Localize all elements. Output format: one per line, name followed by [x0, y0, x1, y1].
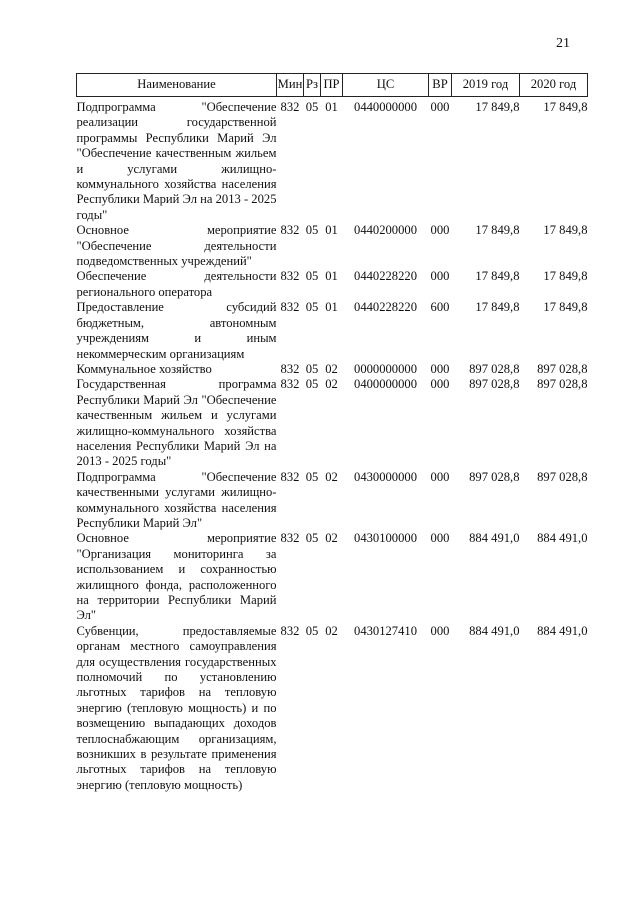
- row-min: 832: [280, 100, 300, 114]
- row-cs: 0000000000: [354, 361, 417, 376]
- row-vr: 000: [430, 377, 450, 392]
- row-rz: 05: [305, 377, 319, 392]
- row-vr: 000: [430, 531, 450, 546]
- row-min: 832: [280, 623, 300, 638]
- row-2019: 897 028,8: [469, 469, 520, 484]
- row-rz: 05: [305, 100, 319, 114]
- row-2019: 897 028,8: [469, 377, 520, 392]
- row-vr: 600: [430, 300, 450, 315]
- row-min: 832: [280, 377, 300, 392]
- row-min: 832: [280, 531, 300, 546]
- row-2020: 884 491,0: [537, 623, 588, 638]
- row-pr: 02: [325, 531, 338, 546]
- row-pr: 02: [325, 361, 338, 376]
- row-2019: 884 491,0: [469, 531, 520, 546]
- row-pr: 02: [325, 469, 338, 484]
- header-min: Мин: [277, 74, 304, 97]
- row-2020: 897 028,8: [537, 361, 588, 376]
- row-2020: 17 849,8: [543, 269, 588, 284]
- table-row: [77, 362, 588, 377]
- row-min: 832: [280, 300, 300, 315]
- header-2019: 2019 год: [452, 74, 520, 97]
- table-row: [77, 97, 588, 224]
- row-name: Подпрограмма "Обеспечение реализации государственной программы Республики Марий Эл "Обеспечение качественным жильем и услугами жилищно-коммунального хозяйства населения Республики Марий Эл на 2013 - 2025 годы": [76, 100, 277, 222]
- row-rz: 05: [305, 300, 319, 315]
- row-cs: 0440000000: [354, 100, 417, 114]
- row-min: 832: [280, 361, 300, 376]
- row-cs: 0430100000: [354, 531, 417, 546]
- row-min: 832: [280, 223, 300, 238]
- row-2019: 17 849,8: [475, 300, 520, 315]
- table-row: [77, 470, 588, 532]
- table-row: [77, 269, 588, 300]
- row-name: Государственная программа Республики Марий Эл "Обеспечение качественным жильем и услугами жилищно-коммунального хозяйства населения Республики Марий Эл на 2013 - 2025 годы": [76, 377, 277, 469]
- row-name: Субвенции, предоставляемые органам местного самоуправления для осуществления государственных полномочий по установлению льготных тарифов на тепловую энергию (тепловую мощность) и по возмещению выпадающих доходов теплоснабжающим организациям, возникших в результате применения льготных тарифов на тепловую энергию (тепловую мощность): [76, 623, 277, 792]
- row-vr: 000: [430, 269, 450, 284]
- row-cs: 0440200000: [354, 223, 417, 238]
- row-name: Основное мероприятие "Организация мониторинга за использованием и сохранностью жилищного фонда, расположенного на территории Республики Марий Эл": [76, 531, 277, 623]
- row-cs: 0430000000: [354, 469, 417, 484]
- row-2020: 897 028,8: [537, 377, 588, 392]
- header-vr: ВР: [429, 74, 452, 97]
- table-header-row: [77, 74, 588, 97]
- row-min: 832: [280, 269, 300, 284]
- header-rz: Рз: [304, 74, 321, 97]
- row-2020: 17 849,8: [543, 223, 588, 238]
- row-pr: 01: [325, 223, 338, 238]
- table-row: [77, 223, 588, 269]
- row-pr: 02: [325, 377, 338, 392]
- table-row: [77, 531, 588, 623]
- row-rz: 05: [305, 531, 319, 546]
- table-row: [77, 377, 588, 469]
- row-2019: 897 028,8: [469, 361, 520, 376]
- row-2020: 17 849,8: [543, 100, 588, 114]
- row-2020: 17 849,8: [543, 300, 588, 315]
- row-2019: 17 849,8: [475, 100, 520, 114]
- row-name: Коммунальное хозяйство: [76, 361, 212, 376]
- row-vr: 000: [430, 361, 450, 376]
- header-pr: ПР: [321, 74, 343, 97]
- table-row: [77, 624, 588, 793]
- row-2019: 17 849,8: [475, 269, 520, 284]
- row-name: Предоставление субсидий бюджетным, автономным учреждениям и иным некоммерческим организациям: [76, 300, 277, 361]
- row-vr: 000: [430, 469, 450, 484]
- row-rz: 05: [305, 469, 319, 484]
- row-cs: 0440228220: [354, 269, 417, 284]
- row-vr: 000: [430, 223, 450, 238]
- row-2020: 897 028,8: [537, 469, 588, 484]
- row-name: Подпрограмма "Обеспечение качественными услугами жилищно-коммунального хозяйства населения Республики Марий Эл": [76, 469, 277, 530]
- row-pr: 02: [325, 623, 338, 638]
- page-number: 21: [556, 36, 570, 51]
- row-cs: 0440228220: [354, 300, 417, 315]
- row-vr: 000: [430, 623, 450, 638]
- header-2020: 2020 год: [520, 74, 588, 97]
- header-name: Наименование: [77, 74, 277, 97]
- row-pr: 01: [325, 269, 338, 284]
- row-rz: 05: [305, 361, 319, 376]
- row-name: Основное мероприятие "Обеспечение деятельности подведомственных учреждений": [76, 223, 277, 269]
- row-rz: 05: [305, 623, 319, 638]
- row-name: Обеспечение деятельности регионального оператора: [76, 269, 277, 299]
- table-row: [77, 300, 588, 362]
- budget-table: [76, 73, 588, 793]
- row-cs: 0430127410: [354, 623, 417, 638]
- row-pr: 01: [325, 300, 338, 315]
- row-2019: 17 849,8: [475, 223, 520, 238]
- header-cs: ЦС: [343, 74, 429, 97]
- row-rz: 05: [305, 223, 319, 238]
- row-2020: 884 491,0: [537, 531, 588, 546]
- row-pr: 01: [325, 100, 338, 114]
- row-min: 832: [280, 469, 300, 484]
- row-cs: 0400000000: [354, 377, 417, 392]
- row-2019: 884 491,0: [469, 623, 520, 638]
- row-vr: 000: [430, 100, 450, 114]
- row-rz: 05: [305, 269, 319, 284]
